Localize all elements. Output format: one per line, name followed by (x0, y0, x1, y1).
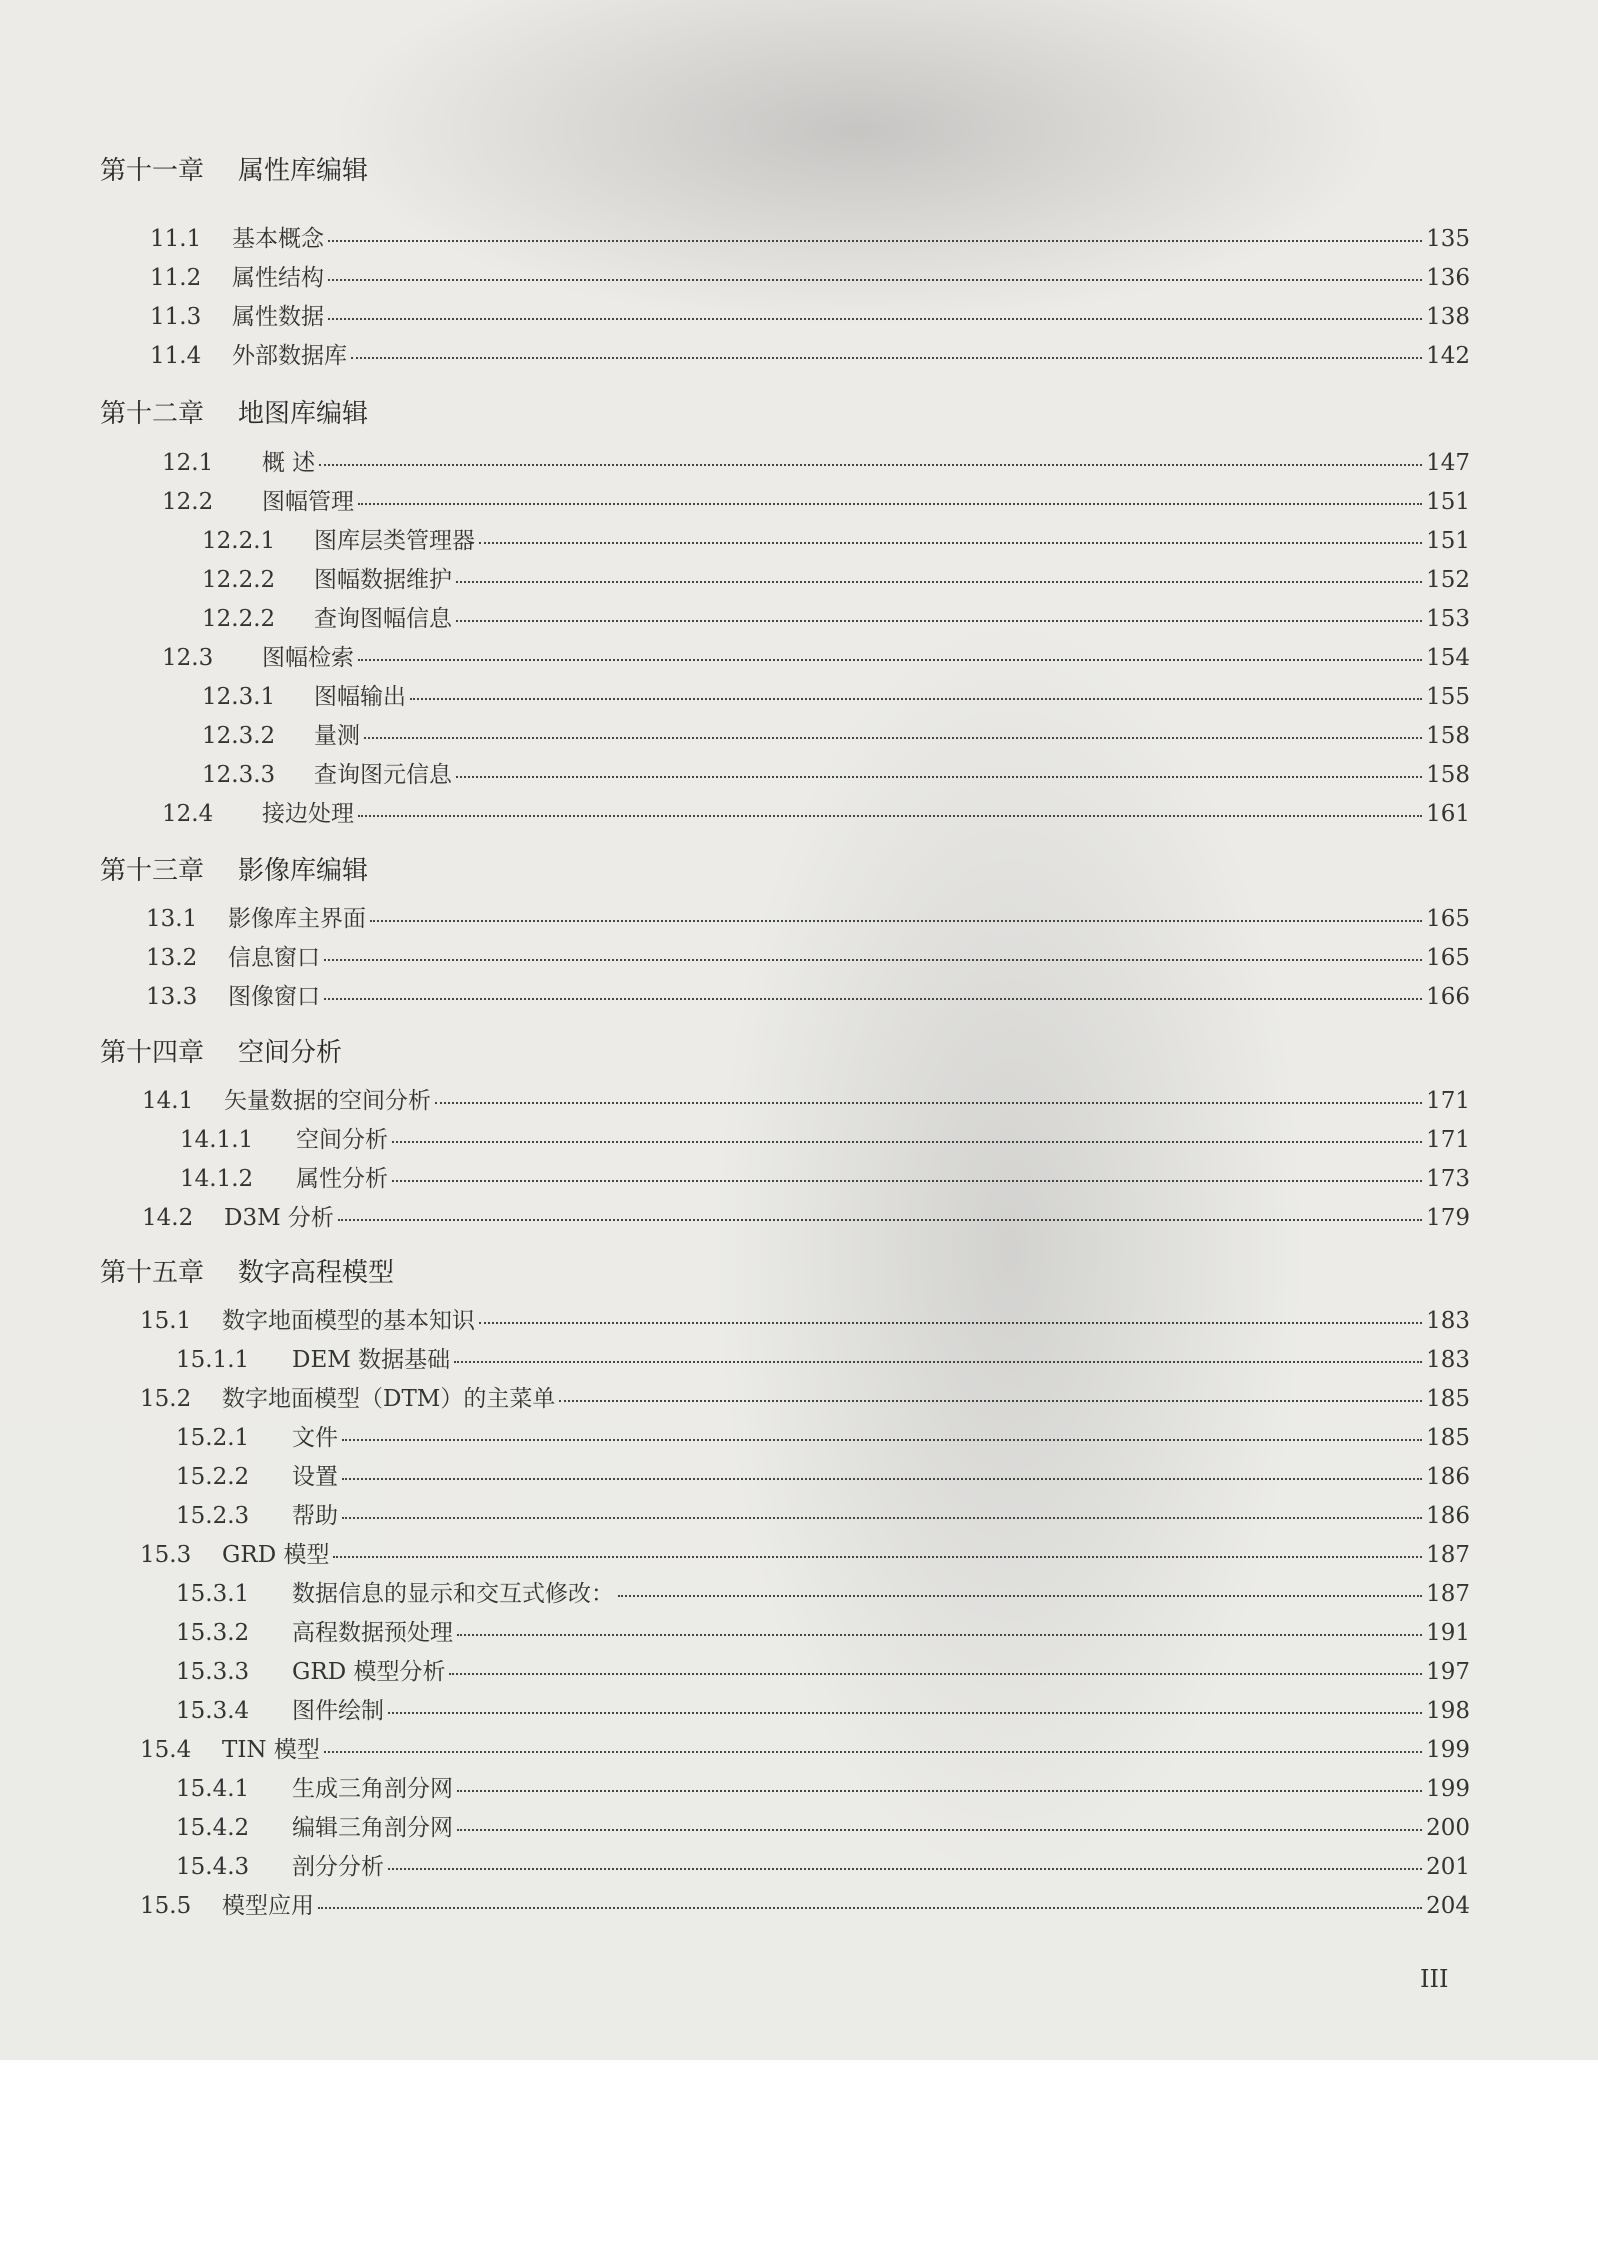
toc-entry (150, 220, 1470, 253)
section-title: GRD 模型 (222, 1542, 330, 1568)
page-ref: 165 (1426, 945, 1470, 971)
section-number: 14.1.1 (180, 1127, 254, 1153)
page-number: III (1420, 1965, 1449, 1993)
section-title: 属性数据 (232, 304, 324, 330)
section-number: 15.3.3 (176, 1659, 250, 1685)
page-ref: 153 (1426, 606, 1470, 632)
section-number: 14.1 (142, 1088, 194, 1114)
section-title: 图幅管理 (262, 489, 354, 515)
section-number: 15.1.1 (176, 1347, 250, 1373)
toc-entry (162, 639, 1470, 672)
chapter-title: 影像库编辑 (238, 856, 369, 886)
section-number: 14.1.2 (180, 1166, 254, 1192)
toc-entry (162, 795, 1470, 828)
section-number: 15.4.2 (176, 1815, 250, 1841)
section-number: 15.3.2 (176, 1620, 250, 1646)
dot-leader (388, 1711, 1422, 1714)
toc-entry (142, 1082, 1470, 1115)
dot-leader (342, 1516, 1422, 1519)
toc-entry (176, 1341, 1470, 1374)
section-number: 12.2 (162, 489, 214, 515)
section-number: 15.2 (140, 1386, 192, 1412)
dot-leader (342, 1477, 1422, 1480)
section-number: 12.3.1 (202, 684, 276, 710)
dot-leader (449, 1672, 1422, 1675)
dot-leader (342, 1438, 1422, 1441)
toc-entry (162, 444, 1470, 477)
section-number: 15.1 (140, 1308, 192, 1334)
dot-leader (479, 541, 1422, 544)
section-title: 生成三角剖分网 (292, 1776, 453, 1802)
dot-leader (456, 580, 1422, 583)
chapter-number: 第十四章 (100, 1038, 205, 1068)
section-number: 12.1 (162, 450, 214, 476)
page-ref: 204 (1426, 1893, 1470, 1919)
chapter-title: 属性库编辑 (238, 156, 369, 186)
chapter-heading (100, 1032, 1470, 1069)
page-ref: 198 (1426, 1698, 1470, 1724)
section-number: 15.2.3 (176, 1503, 250, 1529)
page-ref: 199 (1426, 1737, 1470, 1763)
page-ref: 151 (1426, 489, 1470, 515)
page-ref: 183 (1426, 1347, 1470, 1373)
dot-leader (358, 502, 1422, 505)
dot-leader (457, 1633, 1422, 1636)
toc-entry (202, 756, 1470, 789)
dot-leader (618, 1594, 1422, 1597)
dot-leader (457, 1789, 1422, 1792)
toc-entry (176, 1848, 1470, 1881)
section-title: 数字地面模型的基本知识 (222, 1308, 475, 1334)
toc-entry (140, 1302, 1470, 1335)
section-number: 12.2.1 (202, 528, 276, 554)
toc-entry (140, 1731, 1470, 1764)
toc-entry (150, 298, 1470, 331)
section-title: DEM 数据基础 (292, 1347, 451, 1373)
page-ref: 171 (1426, 1127, 1470, 1153)
page-ref: 152 (1426, 567, 1470, 593)
page-ref: 186 (1426, 1464, 1470, 1490)
section-number: 13.1 (146, 906, 198, 932)
toc-entry (202, 678, 1470, 711)
dot-leader (454, 1360, 1422, 1363)
section-number: 11.4 (150, 343, 202, 369)
section-number: 15.4 (140, 1737, 192, 1763)
section-number: 15.4.3 (176, 1854, 250, 1880)
page-ref: 155 (1426, 684, 1470, 710)
chapter-number: 第十一章 (100, 156, 205, 186)
page-ref: 138 (1426, 304, 1470, 330)
page-ref: 197 (1426, 1659, 1470, 1685)
dot-leader (318, 1906, 1422, 1909)
section-number: 15.3 (140, 1542, 192, 1568)
page-ref: 147 (1426, 450, 1470, 476)
toc-entry (202, 561, 1470, 594)
dot-leader (324, 997, 1422, 1000)
toc-entry (140, 1536, 1470, 1569)
chapter-title: 地图库编辑 (238, 399, 369, 429)
page-ref: 166 (1426, 984, 1470, 1010)
dot-leader (358, 658, 1422, 661)
section-title: 图库层类管理器 (314, 528, 475, 554)
section-title: TIN 模型 (222, 1737, 320, 1763)
toc-entry (176, 1497, 1470, 1530)
toc-entry (146, 900, 1470, 933)
section-title: 数字地面模型（DTM）的主菜单 (222, 1386, 556, 1412)
section-number: 15.5 (140, 1893, 192, 1919)
section-number: 15.3.4 (176, 1698, 250, 1724)
section-title: 查询图元信息 (314, 762, 452, 788)
section-title: 图幅数据维护 (314, 567, 452, 593)
chapter-number: 第十五章 (100, 1258, 205, 1288)
dot-leader (559, 1399, 1422, 1402)
section-title: 基本概念 (232, 226, 324, 252)
chapter-title: 空间分析 (238, 1038, 343, 1068)
section-title: 模型应用 (222, 1893, 314, 1919)
section-title: 图幅输出 (314, 684, 406, 710)
section-title: 属性结构 (232, 265, 324, 291)
dot-leader (392, 1140, 1422, 1143)
page-ref: 187 (1426, 1581, 1470, 1607)
dot-leader (358, 814, 1422, 817)
section-title: 设置 (292, 1464, 338, 1490)
page-ref: 142 (1426, 343, 1470, 369)
toc-entry (146, 978, 1470, 1011)
dot-leader (328, 239, 1422, 242)
page-ref: 136 (1426, 265, 1470, 291)
toc-entry (176, 1575, 1470, 1608)
page-ref: 151 (1426, 528, 1470, 554)
section-title: 外部数据库 (232, 343, 347, 369)
page-ref: 191 (1426, 1620, 1470, 1646)
toc-entry (140, 1380, 1470, 1413)
chapter-number: 第十三章 (100, 856, 205, 886)
toc-entry (176, 1809, 1470, 1842)
section-number: 12.4 (162, 801, 214, 827)
toc-entry (176, 1419, 1470, 1452)
page-ref: 187 (1426, 1542, 1470, 1568)
dot-leader (370, 919, 1422, 922)
section-number: 12.3.3 (202, 762, 276, 788)
section-title: 量测 (314, 723, 360, 749)
section-number: 14.2 (142, 1205, 194, 1231)
page-ref: 199 (1426, 1776, 1470, 1802)
dot-leader (333, 1555, 1422, 1558)
section-number: 12.3 (162, 645, 214, 671)
section-title: 概 述 (262, 450, 316, 476)
section-title: 剖分分析 (292, 1854, 384, 1880)
chapter-heading (100, 850, 1470, 887)
toc-entry (180, 1160, 1470, 1193)
page-ref: 201 (1426, 1854, 1470, 1880)
section-title: 空间分析 (296, 1127, 388, 1153)
section-title: 文件 (292, 1425, 338, 1451)
section-number: 15.2.2 (176, 1464, 250, 1490)
section-number: 12.2.2 (202, 606, 276, 632)
toc-entry (202, 717, 1470, 750)
toc-entry (140, 1887, 1470, 1920)
section-number: 11.3 (150, 304, 202, 330)
page-ref: 135 (1426, 226, 1470, 252)
section-title: 数据信息的显示和交互式修改： (292, 1581, 614, 1607)
toc-entry (162, 483, 1470, 516)
toc-entry (202, 522, 1470, 555)
dot-leader (435, 1101, 1422, 1104)
page-ref: 161 (1426, 801, 1470, 827)
page-ref: 185 (1426, 1425, 1470, 1451)
chapter-heading (100, 1252, 1470, 1289)
toc-entry (180, 1121, 1470, 1154)
page-ref: 158 (1426, 723, 1470, 749)
dot-leader (479, 1321, 1422, 1324)
toc-entry (202, 600, 1470, 633)
page-ref: 185 (1426, 1386, 1470, 1412)
section-title: 图幅检索 (262, 645, 354, 671)
toc-entry (176, 1692, 1470, 1725)
section-title: 图件绘制 (292, 1698, 384, 1724)
chapter-heading (100, 150, 1470, 187)
section-title: D3M 分析 (224, 1205, 334, 1231)
toc-entry (176, 1770, 1470, 1803)
section-title: GRD 模型分析 (292, 1659, 446, 1685)
section-number: 12.2.2 (202, 567, 276, 593)
page-ref: 179 (1426, 1205, 1470, 1231)
dot-leader (392, 1179, 1422, 1182)
dot-leader (328, 317, 1422, 320)
chapter-number: 第十二章 (100, 399, 205, 429)
page-ref: 154 (1426, 645, 1470, 671)
dot-leader (319, 463, 1422, 466)
section-number: 13.2 (146, 945, 198, 971)
section-number: 15.4.1 (176, 1776, 250, 1802)
section-title: 属性分析 (296, 1166, 388, 1192)
page-ref: 158 (1426, 762, 1470, 788)
toc-entry (150, 259, 1470, 292)
toc-entry (142, 1199, 1470, 1232)
page-ref: 165 (1426, 906, 1470, 932)
dot-leader (410, 697, 1422, 700)
dot-leader (457, 1828, 1422, 1831)
section-number: 12.3.2 (202, 723, 276, 749)
toc-entry (150, 337, 1470, 370)
dot-leader (338, 1218, 1422, 1221)
section-title: 影像库主界面 (228, 906, 366, 932)
section-title: 高程数据预处理 (292, 1620, 453, 1646)
dot-leader (324, 958, 1422, 961)
dot-leader (456, 619, 1422, 622)
page-ref: 171 (1426, 1088, 1470, 1114)
toc-entry (176, 1458, 1470, 1491)
page-ref: 186 (1426, 1503, 1470, 1529)
chapter-heading (100, 393, 1470, 430)
toc-entry (176, 1653, 1470, 1686)
page-ref: 200 (1426, 1815, 1470, 1841)
section-title: 矢量数据的空间分析 (224, 1088, 431, 1114)
section-title: 接边处理 (262, 801, 354, 827)
section-title: 查询图幅信息 (314, 606, 452, 632)
section-title: 图像窗口 (228, 984, 320, 1010)
page-ref: 173 (1426, 1166, 1470, 1192)
section-number: 11.1 (150, 226, 202, 252)
dot-leader (456, 775, 1422, 778)
page-ref: 183 (1426, 1308, 1470, 1334)
section-number: 15.2.1 (176, 1425, 250, 1451)
section-number: 11.2 (150, 265, 202, 291)
section-number: 13.3 (146, 984, 198, 1010)
section-title: 信息窗口 (228, 945, 320, 971)
section-number: 15.3.1 (176, 1581, 250, 1607)
chapter-title: 数字高程模型 (238, 1258, 395, 1288)
dot-leader (364, 736, 1422, 739)
section-title: 帮助 (292, 1503, 338, 1529)
dot-leader (351, 356, 1422, 359)
section-title: 编辑三角剖分网 (292, 1815, 453, 1841)
dot-leader (388, 1867, 1422, 1870)
dot-leader (328, 278, 1422, 281)
toc-entry (176, 1614, 1470, 1647)
dot-leader (324, 1750, 1422, 1753)
toc-entry (146, 939, 1470, 972)
